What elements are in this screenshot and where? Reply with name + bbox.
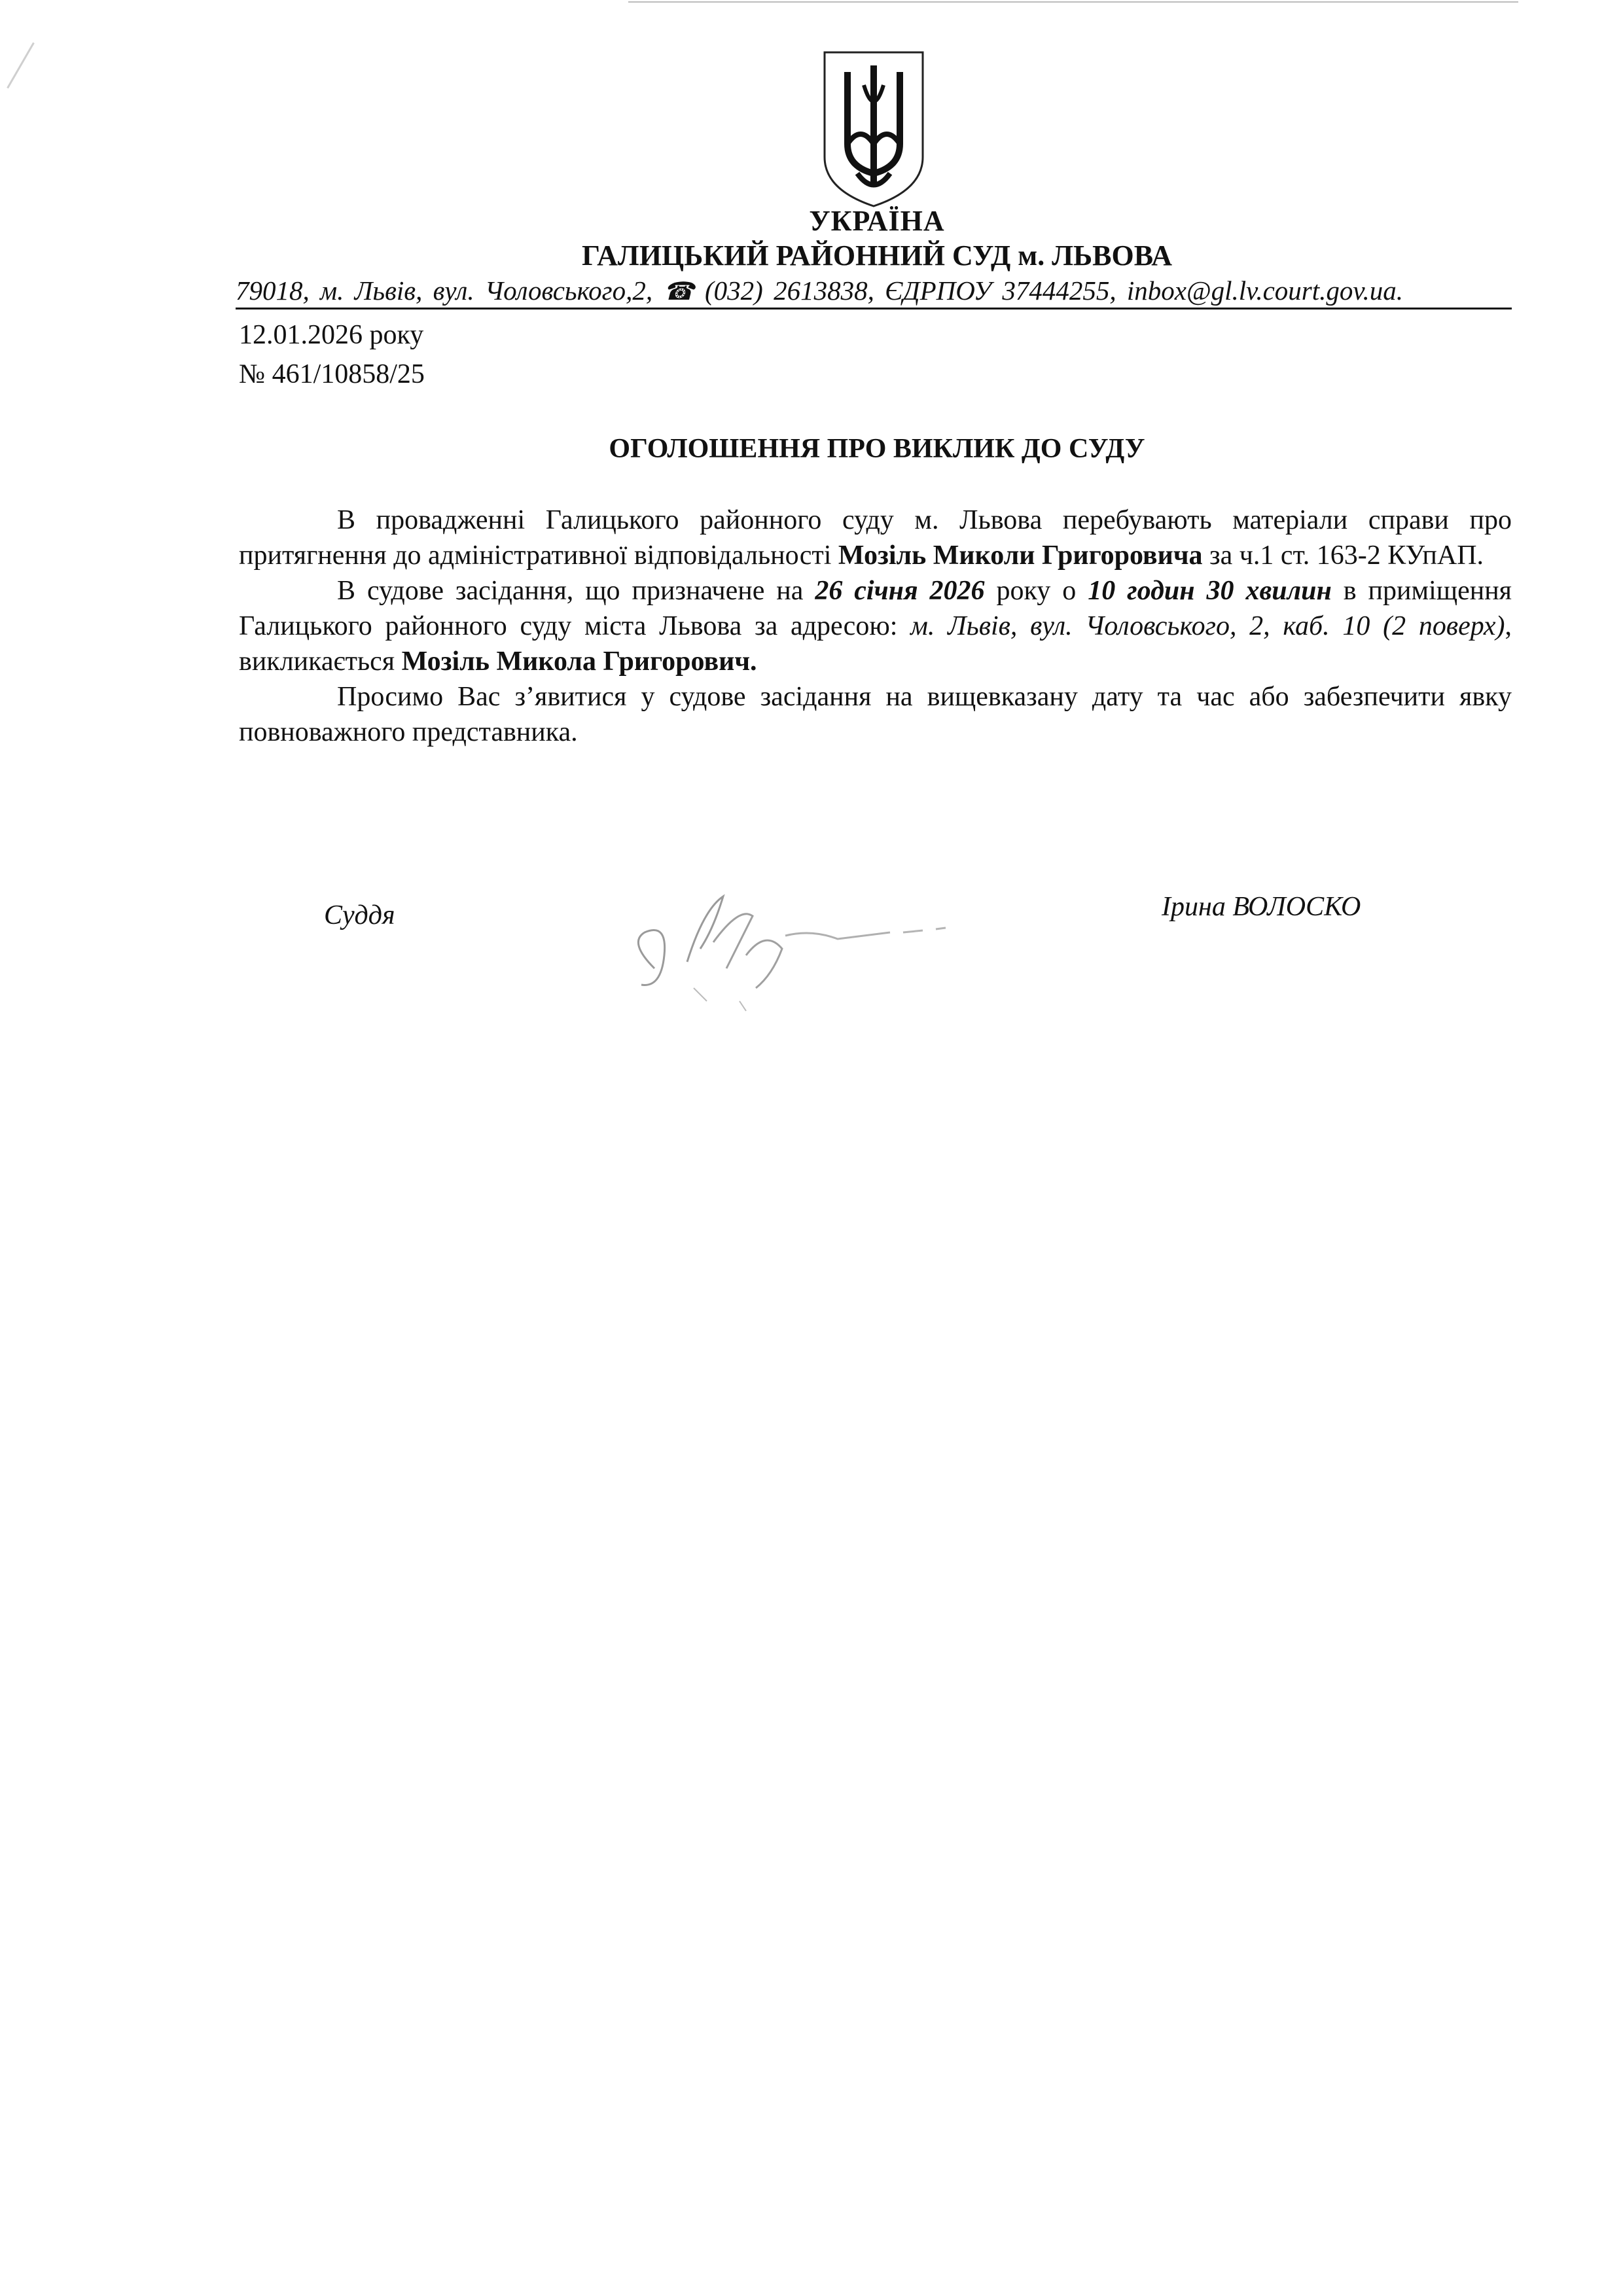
court-address-line [236,275,1518,306]
judge-name: Ірина ВОЛОСКО [1162,892,1361,922]
country-name: УКРАЇНА [809,205,945,237]
court-address: 79018, м. Львів, вул. Чоловського,2, [236,275,664,306]
court-edrpou-email: ЄДРПОУ 37444255, inbox@gl.lv.court.gov.ua. [874,275,1404,306]
defendant-name: Мозіль Миколи Григоровича [838,540,1203,571]
document-date: 12.01.2026 року [239,320,424,350]
phone-icon: ☎ [663,278,694,306]
case-number: № 461/10858/25 [239,359,425,389]
scan-artifact-mark [7,43,35,89]
handwritten-signature [615,870,982,1021]
scan-artifact-line [628,1,1518,3]
summoned-person: Мозіль Микола Григорович. [401,646,757,677]
document-title: ОГОЛОШЕННЯ ПРО ВИКЛИК ДО СУДУ [609,434,1145,464]
court-phone: (032) 2613838, [705,275,874,306]
paragraph-hearing: В судове засідання, що призначене на 26 січня 2026 року о 10 годин 30 хвилин в приміщення Галицького районного суду міста Львова за адресою: м. Львів, вул. Чоловського, 2, каб. 10 (2 поверх), викликається Мозіль Микола Григорович. [239,576,1512,677]
paragraph-case: В провадженні Галицького районного суду м. Львова перебувають матеріали справи про притягнення до адміністративної відповідальності Мозіль Миколи Григоровича за ч.1 ст. 163-2 КУпАП. [239,505,1512,571]
trident-emblem-icon [818,46,929,209]
hearing-time: 10 годин 30 хвилин [1088,576,1332,606]
court-name: ГАЛИЦЬКИЙ РАЙОННИЙ СУД м. ЛЬВОВА [581,239,1173,272]
paragraph-request: Просимо Вас з’явитися у судове засідання на вищевказану дату та час або забезпечити явку повноважного представника. [239,682,1512,747]
header-divider [236,308,1512,309]
hearing-address: м. Львів, вул. Чоловського, 2, каб. 10 (2 поверх) [910,611,1505,641]
document-body [239,503,1512,750]
judge-role: Суддя [324,900,395,930]
hearing-date: 26 січня 2026 [815,576,985,606]
